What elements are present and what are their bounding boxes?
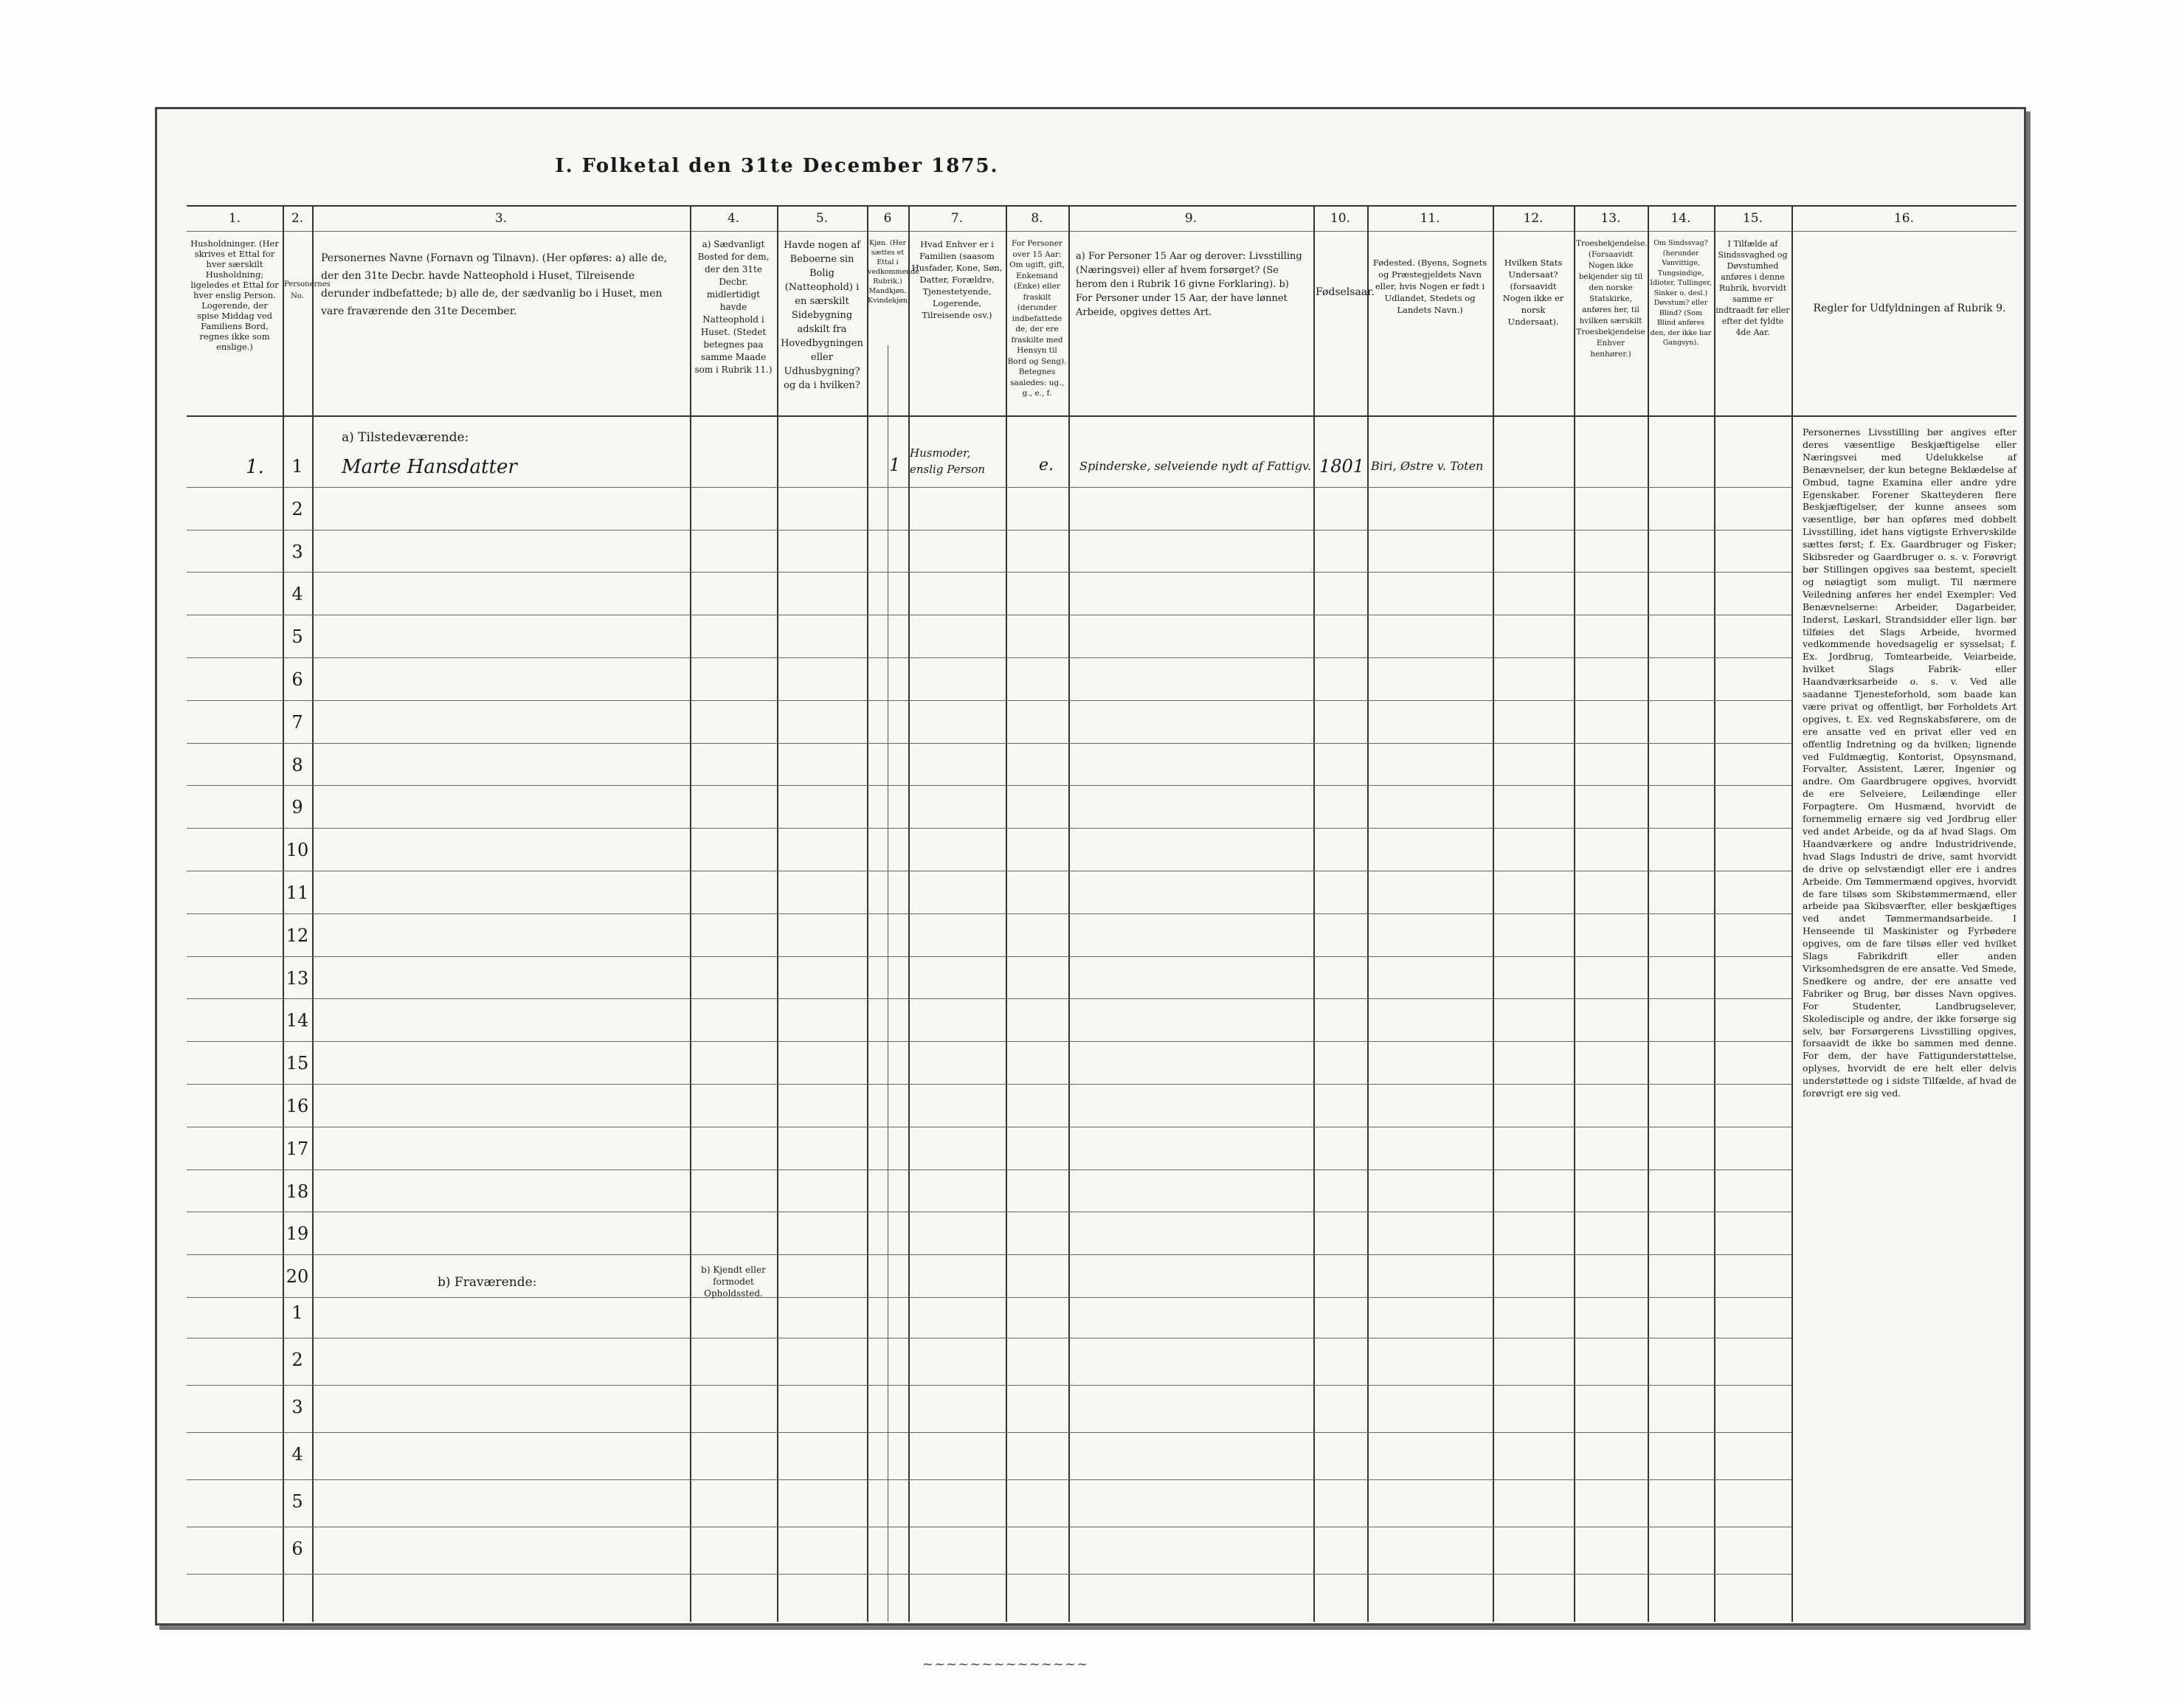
- row-present-number: 4: [291, 584, 303, 605]
- row-absent-number: 4: [291, 1444, 303, 1465]
- row-present-rule: [187, 913, 1791, 914]
- section-present-label: a) Tilstedeværende:: [342, 430, 469, 445]
- colnum-5: 5.: [815, 211, 829, 226]
- row-absent-rule: [187, 1574, 1791, 1575]
- header-col-5: Havde nogen af Beboerne sin Bolig (Natteophold) i en særskilt Sidebygning adskilt fra Hovedbygningen eller Udhusbygning? og da i hvilken?: [781, 240, 863, 391]
- colnum-12: 12.: [1523, 211, 1544, 226]
- header-col-1: Husholdninger. (Her skrives et Ettal for hver særskilt Husholdning; ligeledes et Ettal for hver enslig Person. Logerende, der spise Middag ved Familiens Bord, regnes ikke som enslige.): [190, 238, 279, 352]
- row-present-rule: [187, 956, 1791, 957]
- header-col-16: Regler for Udfyldningen af Rubrik 9.: [1813, 303, 2006, 314]
- header-col-4: a) Sædvanligt Bosted for dem, der den 31te Decbr. midlertidigt havde Natteophold i Huset. (Stedet betegnes paa samme Maade som i Rubrik 11.): [694, 239, 773, 375]
- colnum-14: 14.: [1670, 211, 1691, 226]
- row-present-rule: [187, 785, 1791, 786]
- colnum-8: 8.: [1031, 211, 1043, 226]
- row-absent-number: 6: [291, 1538, 303, 1559]
- header-col-14: Om Sindssvag? (herunder Vanvittige, Tungsindige, Idioter, Tullinger, Sinker o. desl.) Døvstum? eller Blind? (Som Blind anføres den, der ikke har Gangsyn).: [1650, 239, 1712, 347]
- row-absent-number: 2: [291, 1350, 303, 1370]
- row-present-number: 13: [286, 967, 309, 989]
- colnum-3: 3.: [494, 211, 508, 226]
- header-col-2: Personernes No.: [284, 280, 331, 300]
- row-present-rule: [187, 657, 1791, 658]
- row-present-number: 10: [286, 840, 309, 861]
- colnum-10: 10.: [1330, 211, 1351, 226]
- entry-family-role: Husmoder, enslig Person: [910, 446, 986, 476]
- colnum-15: 15.: [1742, 211, 1763, 226]
- entry-marital: e.: [1039, 456, 1054, 474]
- header-col-3: Personernes Navne (Fornavn og Tilnavn). (Her opføres: a) alle de, der den 31te Decbr. havde Natteophold i Huset, Tilreisende derunder indbefattede; b) alle de, der sædvanlig bo i Huset, men vare fraværende den 31te December.: [321, 252, 668, 317]
- colnum-1: 1.: [228, 211, 241, 226]
- row-present-number: 17: [286, 1138, 309, 1159]
- header-col-8: For Personer over 15 Aar: Om ugift, gift, Enkemand (Enke) eller fraskilt (derunder indbefattede de, der ere fraskilte med Hensyn til Bord og Seng). Betegnes saaledes: ug., g., e., f.: [1007, 239, 1067, 398]
- colnum-2: 2.: [291, 211, 304, 226]
- colnum-13: 13.: [1600, 211, 1621, 226]
- bottom-handwritten-mark: ~~~~~~~~~~~~~~: [922, 1656, 1089, 1672]
- row-present-rule: [187, 700, 1791, 701]
- row-present-rule: [187, 530, 1791, 531]
- colnum-rule: [187, 231, 2017, 232]
- absent-col4-label: b) Kjendt eller formodet Opholdssted.: [701, 1265, 766, 1299]
- header-col-6: Kjøn. (Her sættes et Ettal i vedkommende Rubrik.) Mandkjøn. Kvindekjøn.: [868, 239, 920, 305]
- entry-sex-female: 1: [889, 455, 901, 475]
- row-present-rule: [187, 1041, 1791, 1042]
- rules-text: Personernes Livsstilling bør angives efter deres væsentlige Beskjæftigelse eller Næringsvei med Udelukkelse af Benævnelser, der kun betegne Beklædelse af Ombud, tagne Examina eller andre ydre Egenskaber. Forener Skatteyderen flere Beskjæftigelser, der kunne ansees som væsentlige, bør han opføres med dobbelt Livsstilling, idet hans vigtigste Erhvervskilde sættes først; f. Ex. Gaardbruger og Fisker; Skibsreder og Gaardbruger o. s. v. Forøvrigt bør Stillingen opgives saa bestemt, specielt og nøiagtigt som muligt. Til nærmere Veiledning anføres her endel Exempler: Ved Benævnelserne: Arbeider, Dagarbeider, Inderst, Løskarl, Strandsidder eller lign. bør tilføies det Slags Arbeide, hvormed vedkommende hovedsagelig er sysselsat; f. Ex. Jordbrug, Tomtearbeide, Veiarbeide, hvilket Slags Fabrik- eller Haandværksarbeide o. s. v. Ved alle saadanne Tjenesteforhold, som baade kan være privat og offentligt, bør Forholdets Art opgives, t. Ex. ved Regnskabsførere, om de ere ansatte ved en privat eller ved en offentlig Indretning og da hvilken; lignende ved Fuldmægtig, Kontorist, Opsynsmand, Forvalter, Assistent, Lærer, Ingeniør og andre. Om Gaardbrugere opgives, hvorvidt de ere Selveiere, Leilændinge eller Forpagtere. Om Husmænd, hvorvidt de fornemmelig ernære sig ved Jordbrug eller ved andet Arbeide, og da af hvad Slags. Om Haandværkere og andre Industridrivende, hvad Slags Industri de drive, samt hvorvidt de drive op selvstændigt eller ere i andres Arbeide. Om Tømmermænd opgives, hvorvidt de fare tilsøs som Skibstømmermænd, eller arbeide paa Skibsværfter, eller beskjæftiges ved andet Tømmermandsarbeide. I Henseende til Maskinister og Fyrbødere opgives, om de fare tilsøs eller ved hvilket Slags Fabrikdrift eller anden Virksomhedsgren de ere ansatte. Ved Smede, Snedkere og andre, der ere ansatte ved Fabriker og Brug, bør disses Navn opgives. For Studenter, Landbrugselever, Skoledisciple og andre, der ikke forsørge sig selv, bør Forsørgerens Livsstilling opgives, forsaavidt de ikke bo sammen med denne. For dem, der have Fattigunderstøttelse, oplyses, hvorvidt de ere helt eller delvis understøttede og i sidste Tilfælde, af hvad de forøvrigt ere sig ved.: [1803, 426, 2017, 1099]
- census-form-sheet: [155, 107, 2026, 1625]
- row-absent-rule: [187, 1479, 1791, 1480]
- row-present-rule: [187, 828, 1791, 829]
- header-col-13: Troesbekjendelse. (Forsaavidt Nogen ikke bekjender sig til den norske Statskirke, anføres her, til hvilken særskilt Troesbekjendelse Enhver henhører.): [1576, 239, 1648, 359]
- row-present-number: 5: [291, 626, 303, 648]
- row-absent-rule: [187, 1432, 1791, 1433]
- row-absent-number: 3: [291, 1397, 303, 1417]
- header-col-15: I Tilfælde af Sindssvaghed og Døvstumhed anføres i denne Rubrik, hvorvidt samme er indtraadt før eller efter det fyldte 4de Aar.: [1715, 239, 1790, 337]
- section-absent-label: b) Fraværende:: [438, 1275, 537, 1290]
- entry-household: 1.: [246, 456, 264, 478]
- row-present-number: 11: [286, 882, 309, 903]
- row-present-number: 9: [291, 797, 303, 818]
- colnum-4: 4.: [727, 211, 740, 226]
- header-col-12: Hvilken Stats Undersaat? (forsaavidt Nogen ikke er norsk Undersaat).: [1502, 258, 1564, 327]
- entry-occupation: Spinderske, selveiende nydt af Fattigv.: [1079, 459, 1312, 473]
- row-present-number: 12: [286, 925, 309, 946]
- row-present-number: 2: [291, 498, 303, 519]
- row-present-number: 19: [286, 1223, 309, 1245]
- entry-birth-year: 1801: [1319, 456, 1365, 477]
- row-present-number: 15: [286, 1053, 309, 1074]
- row-present-rule: [187, 1084, 1791, 1085]
- row-absent-number: 1: [291, 1302, 303, 1323]
- row-present-rule: [187, 572, 1791, 573]
- header-bottom-rule: [187, 415, 2017, 417]
- header-col-10: Fødselsaar.: [1316, 286, 1375, 298]
- colnum-9: 9.: [1184, 211, 1198, 226]
- row-absent-rule: [187, 1385, 1791, 1386]
- row-absent-number: 5: [291, 1491, 303, 1512]
- row-present-number: 20: [286, 1266, 309, 1288]
- colnum-6: 6: [883, 211, 892, 226]
- form-title: I. Folketal den 31te December 1875.: [555, 155, 999, 177]
- entry-birthplace: Biri, Østre v. Toten: [1371, 459, 1484, 473]
- header-col-9: a) For Personer 15 Aar og derover: Livsstilling (Næringsvei) eller af hvem forsørget? (Se herom den i Rubrik 16 givne Forklaring). b) For Personer under 15 Aar, der have lønnet Arbeide, opgives dettes Art.: [1076, 251, 1302, 318]
- col-divider-15: [1791, 205, 1793, 1622]
- row-present-rule: [187, 1169, 1791, 1170]
- row-present-number: 3: [291, 541, 303, 562]
- row-present-number: 18: [286, 1181, 309, 1202]
- colnum-7: 7.: [950, 211, 964, 226]
- row-present-rule: [187, 998, 1791, 999]
- row-present-number: 14: [286, 1010, 309, 1032]
- colnum-11: 11.: [1420, 211, 1440, 226]
- row-present-rule: [187, 1297, 1791, 1298]
- row-present-number: 7: [291, 711, 303, 733]
- row-present-rule: [187, 1254, 1791, 1255]
- header-col-11: Fødested. (Byens, Sognets og Præstegjeldets Navn eller, hvis Nogen er født i Udlandet, Stedets og Landets Navn.): [1372, 258, 1487, 315]
- row-present-number: 1: [291, 456, 303, 477]
- row-present-rule: [187, 743, 1791, 744]
- header-col-7: Hvad Enhver er i Familien (saasom Husfader, Kone, Søn, Datter, Forældre, Tjenestetyende, Logerende, Tilreisende osv.): [911, 239, 1003, 320]
- row-present-number: 16: [286, 1096, 309, 1116]
- row-present-number: 8: [291, 754, 303, 775]
- colnum-16: 16.: [1893, 211, 1915, 226]
- entry-name: Marte Hansdatter: [342, 456, 517, 478]
- row-present-number: 6: [291, 669, 303, 690]
- table-top-rule: [187, 205, 2017, 207]
- row-present-rule: [187, 487, 1791, 488]
